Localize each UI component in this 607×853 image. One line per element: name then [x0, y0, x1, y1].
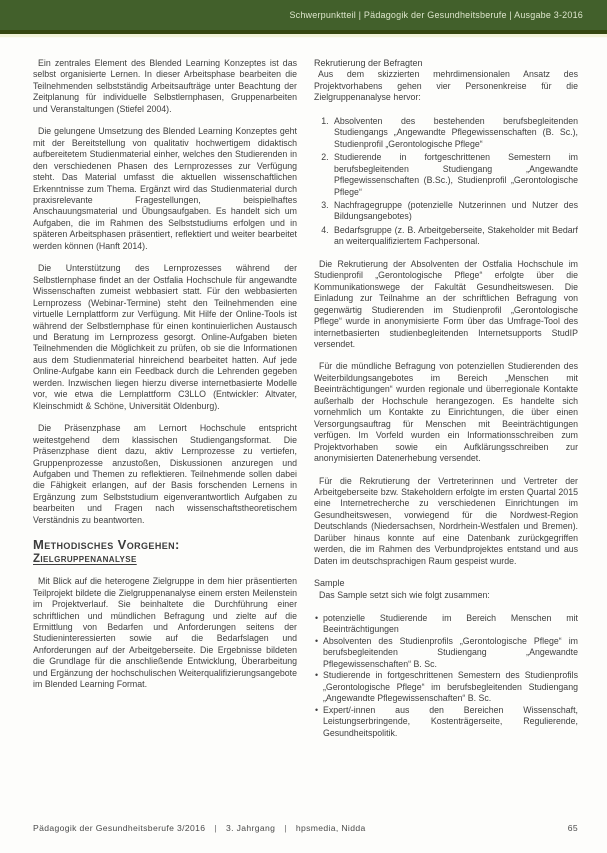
paragraph: Für die mündliche Befragung von potenziellen Studierenden des Weiterbildungsangebotes im Bereich „Menschen mit Beeinträchtigungen“ wurden regionale und überregionale Kontakte außerhalb der Hochschule herangezogen. Es handelte sich vornehmlich um Kontakte zu Einrichtungen, die über einen Versorgungsauftrag für Menschen mit Beeinträchtigungen verfügen. Im Vorfeld wurden ein Informationsschreiben zum Projektvorhaben sowie ein Aufklärungsschreiben zur anonymisierten Datenerhebung versendet.	[314, 361, 578, 464]
subheading-sample: Sample	[314, 578, 345, 589]
list-item: • potenzielle Studierende im Bereich Menschen mit Beeinträchtigungen	[314, 613, 578, 636]
paragraph: Aus dem skizzierten mehrdimensionalen Ansatz des Projektvorhabens gehen vier Personenkreise für die Zielgruppenanalyse hervor:	[314, 69, 578, 103]
section-heading-line1: Methodisches Vorgehen:	[33, 537, 180, 553]
paragraph: Die Unterstützung des Lernprozesses während der Selbstlernphase findet an der Ostfalia Hochschule für angewandte Wissenschaften zumeist webbasiert statt. Für den webbasierten Lernprozess (Webinar-Termine) steht den Teilnehmenden eine virtuelle Lernplattform zur Verfügung. Mit Hilfe der Online-Tools ist während der Selbstlernphase für einen kontinuierlichen Austausch und Beratung im Lernprozess gesorgt. Online-Aufgaben bieten Teilnehmenden die Möglichkeit zu prüfen, ob sie die Informationen aus dem Studienmaterial hinreichend bearbeitet hatten. Auf jede Online-Aufgabe kann ein Feedback durch die Lehrenden gegeben werden. Inzwischen liegen hierzu diverse internetbasierte Modelle vor, wie etwa die Lernplattform C3LLO (Entwickler: Altvater, Kleinschmidt & Schöne, Universität Oldenburg).	[33, 263, 297, 411]
section-heading-methodisches-vorgehen	[33, 537, 297, 566]
article-body	[0, 38, 607, 739]
paragraph: Die Rekrutierung der Absolventen der Ostfalia Hochschule im Studienprofil „Gerontologische Pflege“ erfolgte über die Kommunikationswege der Fakultät Gesundheitswesen. Die Einladung zur Teilnahme an der schriftlichen Befragung von gegenwärtig Studierenden im Studienprofil „Gerontologische Pflege“ wurde in anonymisierte Form über das Umfrage-Tool des internetbasierten studienbegleitenden Internetsupports StudIP versendet.	[314, 258, 578, 349]
page-number: 65	[567, 823, 578, 833]
list-item: 2. Studierende in fortgeschrittenen Semestern im berufsbegleitenden Studiengang „Angewandte Pflegewissenschaften (B.Sc.), Studienprofil „Gerontologische Pflege“	[331, 152, 578, 198]
left-column	[33, 58, 297, 739]
list-item: 4. Bedarfsgruppe (z. B. Arbeitgeberseite, Stakeholder mit Bedarf an weiterqualifiziertem Fachpersonal.	[331, 225, 578, 248]
header-bar-text: Schwerpunktteil | Pädagogik der Gesundheitsberufe | Ausgabe 3-2016	[289, 10, 583, 20]
persons-numbered-list	[314, 116, 578, 248]
header-bar	[0, 0, 607, 30]
paragraph: Die Präsenzphase am Lernort Hochschule entspricht weitestgehend dem klassischen Studiengangsformat. Die Präsenzphase dient dazu, aktiv Lernprozesse zu vertiefen, Gruppenprozesse anzustoßen, Diskussionen anzuregen und Aufgaben und Themen zu reflektieren. Teilnehmende sollen dabei die Fähigkeit erlangen, auf der Basis forschenden Lernens in Ergänzung zum Selbststudium eigenverantwortlich Aufgaben zu bearbeiten und Fragen nach wissenschaftstheoretischem Verständnis zu beantworten.	[33, 423, 297, 525]
paragraph: Für die Rekrutierung der Vertreterinnen und Vertreter der Arbeitgeberseite bzw. Stakeholdern erfolgte im ersten Quartal 2015 eine Internetrecherche zu verschiedenen Einrichtungen im Gesundheitswesen, vorwiegend für die Nordwest-Region Deutschlands (Niedersachsen, Nordrhein-Westfalen und Bremen). Darüber hinaus konnte auf eine Datenbank zurückgegriffen werden, die im Rahmen des Verbundprojektes entstand und aus Daten im deutschsprachigen Raum gespeist wurde.	[314, 475, 578, 566]
list-item: • Absolventen des Studienprofils „Gerontologische Pflege“ im berufsbegleitenden Studiengang „Angewandte Pflegewissenschaften“ B. Sc.	[314, 636, 578, 670]
footer-separator: |	[214, 823, 217, 833]
subheading-rekrutierung: Rekrutierung der Befragten	[314, 58, 423, 68]
sample-bullet-list	[314, 613, 578, 739]
paragraph: Das Sample setzt sich wie folgt zusammen:	[319, 589, 490, 600]
footer-separator: |	[284, 823, 287, 833]
footer-publisher: hpsmedia, Nidda	[295, 823, 366, 833]
page-footer	[33, 823, 578, 833]
footer-volume: 3. Jahrgang	[226, 823, 276, 833]
list-item: 3. Nachfragegruppe (potenzielle Nutzerinnen und Nutzer des Bildungsangebotes)	[331, 200, 578, 223]
list-item: • Expert/-innen aus den Bereichen Wissenschaft, Leistungserbringende, Kostenträgerseite, Regulierende, Gesundheitspolitik.	[314, 705, 578, 739]
paragraph: Die gelungene Umsetzung des Blended Learning Konzeptes geht mit der Bereitstellung von qualitativ hochwertigem didaktisch aufbereitetem Studienmaterial einher, welches den Studierenden in den verschiedenen Phasen des Lernprozesses zur Verfügung steht. Das Material umfasst die aktuellen wissenschaftlichen Erkenntnisse zum Thema. Ergänzt wird das Studienmaterial durch praxisrelevante Fragestellungen, beispielhaftes Anschauungsmaterial und Übungsaufgaben. Es handelt sich um Aufgaben, die im Rahmen des Selbststudiums erfolgen und in späteren Arbeitsphasen präsentiert, reflektiert und weiter bearbeitet werden können (Hanft 2014).	[33, 126, 297, 251]
paragraph: Mit Blick auf die heterogene Zielgruppe in dem hier präsentierten Teilprojekt bildete die Zielgruppenanalyse einem ersten Meilenstein im Projektverlauf. Sie beinhaltete die Durchführung einer schriftlichen und mündlichen Befragung und zielte auf die Ermittlung von Bedarfen und Anforderungen seitens der Studieninteressierten sowie auf die Bedarfslagen und Anforderungen auf der Arbeitgeberseite. Die Ergebnisse bildeten die Grundlage für die anschließende Entwicklung, Überarbeitung und Ergänzung der hochschulischen Weiterqualifizierungsangebote im Blended Learning Format.	[33, 576, 297, 690]
section-heading-line2: Zielgruppenanalyse	[33, 553, 137, 566]
footer-journal: Pädagogik der Gesundheitsberufe 3/2016	[33, 823, 206, 833]
list-item: 1. Absolventen des bestehenden berufsbegleitenden Studiengangs „Angewandte Pflegewissenschaften (B. Sc.), Studienprofil „Gerontologische Pflege“	[331, 116, 578, 150]
right-column	[314, 58, 578, 739]
list-item: • Studierende in fortgeschrittenen Semestern des Studienprofils „Gerontologische Pflege“ im berufsbegleitenden Studiengang „Angewandte Pflegewissenschaften“ B. Sc.	[314, 670, 578, 704]
paragraph: Ein zentrales Element des Blended Learning Konzeptes ist das selbst organisierte Lernen. In dieser Arbeitsphase bearbeiten die Teilnehmenden selbstständig Arbeitsaufträge unter Beachtung der Zeitplanung für individuelle Selbstlernphasen, Gruppenarbeiten und Veranstaltungen (Stiefel 2004).	[33, 58, 297, 114]
